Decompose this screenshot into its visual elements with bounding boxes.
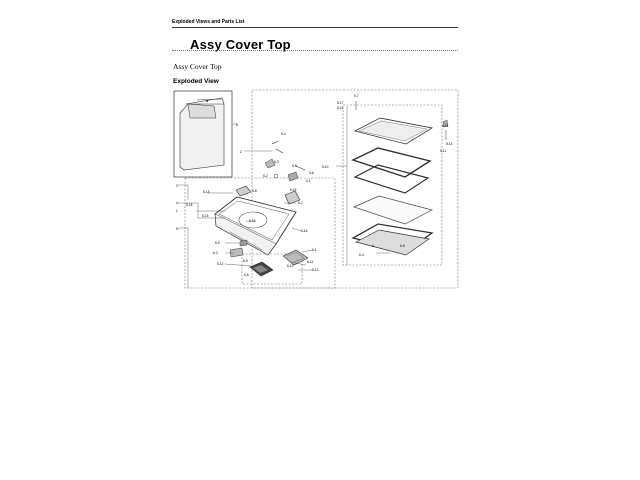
- callout: 3: [176, 184, 178, 188]
- callout: 2: [240, 150, 242, 154]
- section-header: Exploded Views and Parts List: [172, 19, 245, 25]
- callout: 6-2: [298, 201, 303, 205]
- callout: 5-10: [322, 165, 329, 169]
- hinge-parts: [265, 141, 305, 204]
- callout: 5-13: [312, 268, 319, 272]
- callout: 5-16: [301, 229, 308, 233]
- callout: 6-8: [400, 244, 405, 248]
- callout: 6-3: [213, 251, 218, 255]
- pcb-board: [283, 250, 308, 265]
- callout: 5-7: [354, 94, 359, 98]
- callout: 6-15: [202, 214, 209, 218]
- view-heading: Exploded View: [173, 78, 219, 85]
- callout: 5-13: [446, 142, 453, 146]
- callout: 5-14: [442, 124, 449, 128]
- callout: 5-12: [217, 262, 224, 266]
- page-title: Assy Cover Top: [190, 37, 291, 52]
- washer-thumbnail: [174, 91, 232, 177]
- callout: 5-8: [252, 189, 257, 193]
- callout: 5-9: [215, 241, 220, 245]
- callout: 8: [236, 123, 238, 127]
- callout: 5-17: [337, 101, 344, 105]
- callout: 4: [176, 201, 178, 205]
- lid-glass: [354, 196, 432, 224]
- callout: 5-18: [186, 203, 193, 207]
- callout: 6: [372, 244, 374, 248]
- lid-frame: [353, 148, 430, 193]
- callout: 5-1: [306, 179, 311, 183]
- lid-base-frame: [353, 224, 432, 255]
- callout: 6-4: [359, 253, 364, 257]
- lid-panel-top: [355, 118, 432, 144]
- callout: 6-11: [307, 260, 314, 264]
- callout: 5-15: [290, 188, 297, 192]
- callout: 6-6: [244, 273, 249, 277]
- callout: 5-3: [274, 160, 279, 164]
- callout: 5-5: [292, 164, 297, 168]
- callout: 5-6: [309, 171, 314, 175]
- callout: 6-13: [203, 190, 210, 194]
- callout: 5-4: [281, 132, 286, 136]
- callout: 6-5: [243, 259, 248, 263]
- callout: 6-10: [287, 264, 294, 268]
- outer-dashed-frame: [252, 90, 458, 288]
- callout: 6-12: [249, 219, 256, 223]
- callout: 5-11: [337, 106, 344, 110]
- detergent-drawer: [236, 186, 251, 196]
- cover-top-body: [215, 197, 296, 255]
- callout: 5-2: [263, 174, 268, 178]
- callout: 5-11: [440, 149, 447, 153]
- callout: 1: [176, 209, 178, 213]
- callout: 6-1: [312, 248, 317, 252]
- callout: 5: [176, 227, 178, 231]
- page-subtitle: Assy Cover Top: [173, 62, 222, 71]
